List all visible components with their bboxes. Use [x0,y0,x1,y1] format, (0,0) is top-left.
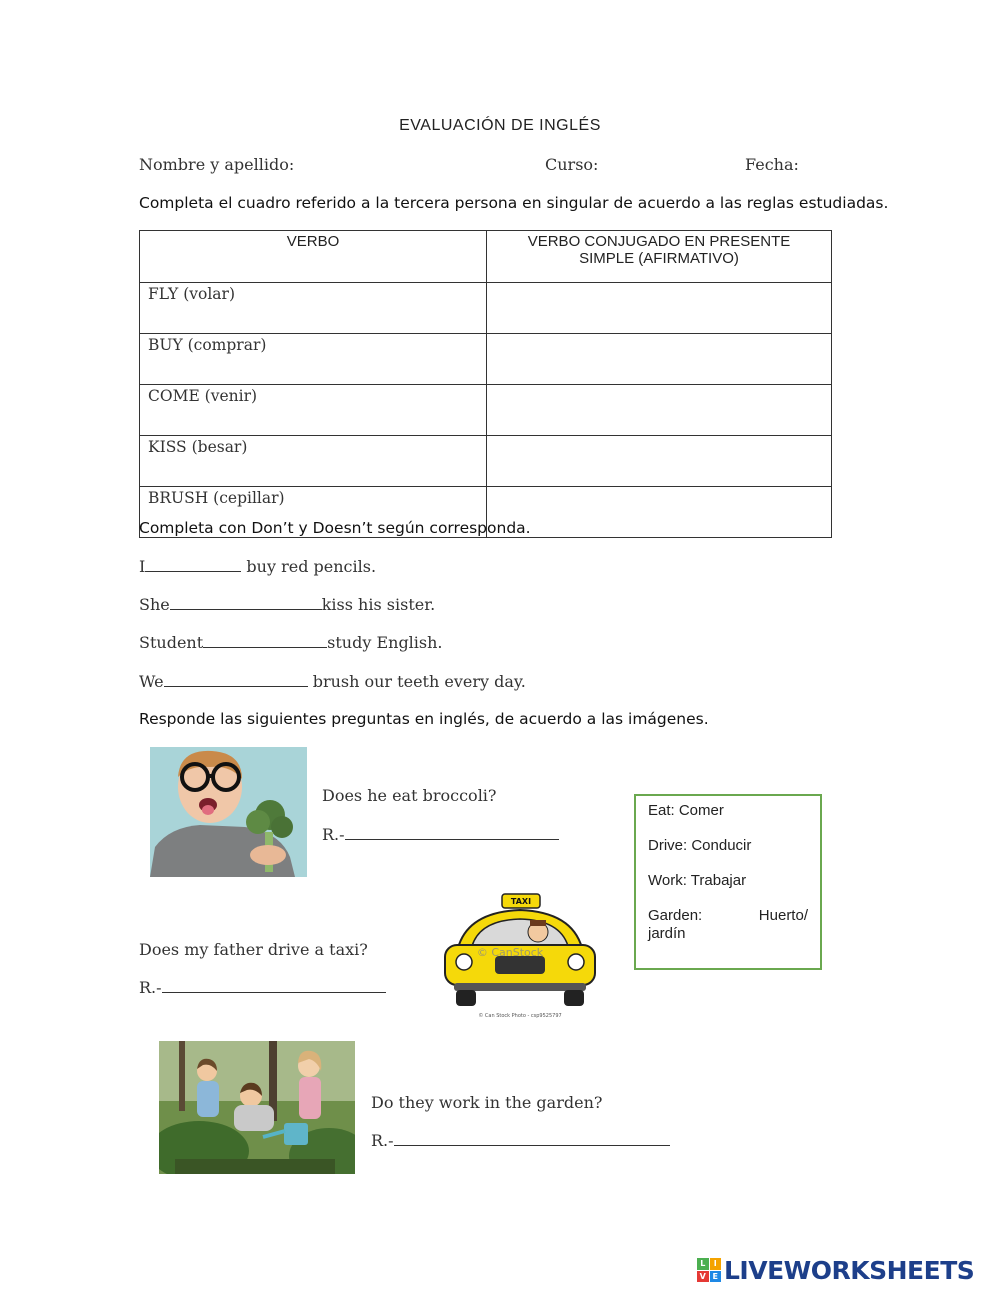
vocabulary-box [634,794,822,970]
answer-line-3: R.- [371,1131,670,1150]
question-2: Does my father drive a taxi? [139,940,368,959]
table-row [140,436,832,487]
question-3: Do they work in the garden? [371,1093,603,1112]
liveworksheets-logo [697,1255,974,1285]
answer-cell[interactable] [487,487,832,538]
verb-cell: BUY (comprar) [140,334,487,385]
vocab-garden: Garden: Huerto/ jardín [648,907,808,942]
section1-instruction: Completa el cuadro referido a la tercera persona en singular de acuerdo a las reglas estudiadas. [139,194,889,212]
answer-line-1: R.- [322,825,559,844]
question-1: Does he eat broccoli? [322,786,497,805]
section2-instruction: Completa con Don’t y Doesn’t según corresponda. [139,519,531,537]
garden-illustration [159,1041,355,1174]
col-conjugated-header: VERBO CONJUGADO EN PRESENTE SIMPLE (AFIRMATIVO) [487,231,832,283]
col-verb-header: VERBO [140,231,487,283]
answer-line-2: R.- [139,978,386,997]
answer-blank[interactable] [203,633,327,648]
answer-cell[interactable] [487,334,832,385]
answer-blank[interactable] [164,672,308,687]
verb-table [139,230,832,538]
fill-sentence-4: We brush our teeth every day. [139,672,526,691]
answer-blank[interactable] [345,825,559,840]
vocab-eat: Eat: Comer [648,802,724,819]
boy-broccoli-illustration [150,747,307,877]
vocab-work: Work: Trabajar [648,872,747,889]
name-label: Nombre y apellido: [139,155,295,174]
section3-instruction: Responde las siguientes preguntas en inglés, de acuerdo a las imágenes. [139,710,709,728]
date-label: Fecha: [745,155,799,174]
vocab-drive: Drive: Conducir [648,837,752,854]
taxi-illustration [440,890,600,1020]
verb-cell: BRUSH (cepillar) [140,487,487,538]
logo-text: LIVEWORKSHEETS [724,1255,975,1285]
table-row [140,334,832,385]
taxi-watermark: © CanStock [476,946,544,959]
answer-cell[interactable] [487,283,832,334]
fill-sentence-3: Student study English. [139,633,443,652]
table-row [140,385,832,436]
fill-sentence-2: She kiss his sister. [139,595,436,614]
verb-cell: FLY (volar) [140,283,487,334]
logo-mark-icon: L I V E [697,1258,721,1282]
boy-broccoli-image [150,747,307,877]
taxi-credit: © Can Stock Photo - csp9525797 [478,1013,562,1019]
verb-cell: COME (venir) [140,385,487,436]
answer-blank[interactable] [145,557,241,572]
answer-blank[interactable] [170,595,322,610]
table-header-row [140,231,832,283]
table-row [140,283,832,334]
taxi-image [440,890,600,1020]
verb-cell: KISS (besar) [140,436,487,487]
answer-cell[interactable] [487,436,832,487]
answer-blank[interactable] [162,978,386,993]
answer-blank[interactable] [394,1131,670,1146]
garden-image [159,1041,355,1174]
fill-sentence-1: I buy red pencils. [139,557,377,576]
course-label: Curso: [545,155,599,174]
taxi-sign-text: TAXI [510,897,532,906]
answer-cell[interactable] [487,385,832,436]
page-title: EVALUACIÓN DE INGLÉS [399,117,601,134]
